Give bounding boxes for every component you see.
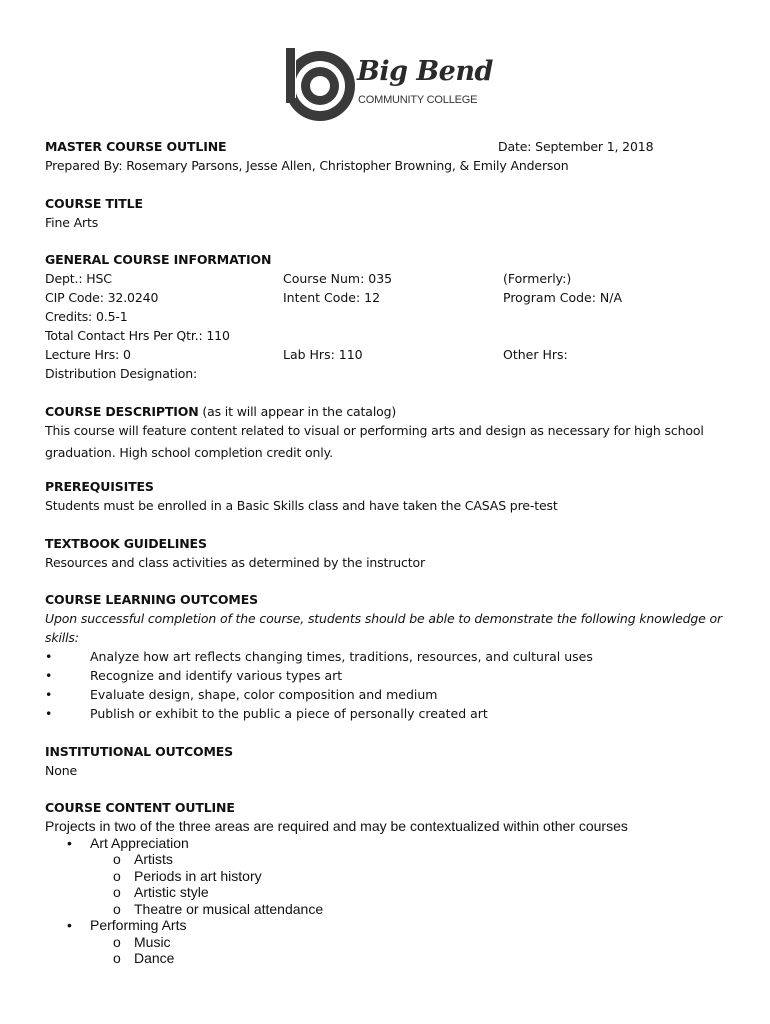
lab-hours-field: Lab Hrs: 110 [283, 347, 363, 362]
outline-item: Periods in art history [134, 868, 262, 884]
credits-field: Credits: 0.5-1 [45, 309, 128, 324]
learning-outcomes-intro: skills: [45, 630, 79, 645]
college-logo [280, 44, 493, 124]
content-outline-intro: Projects in two of the three areas are required and may be contextualized within other courses [45, 818, 628, 834]
outcome-item: Publish or exhibit to the public a piece of personally created art [90, 706, 488, 721]
sub-bullet-icon: o [113, 950, 121, 966]
prerequisites-text: Students must be enrolled in a Basic Skills class and have taken the CASAS pre-test [45, 498, 558, 513]
textbook-text: Resources and class activities as determined by the instructor [45, 555, 426, 570]
bullet-icon: • [45, 649, 53, 664]
outline-section-label: Performing Arts [90, 917, 187, 933]
content-outline-heading: COURSE CONTENT OUTLINE [45, 800, 235, 815]
distribution-field: Distribution Designation: [45, 366, 198, 381]
outline-section-label: Art Appreciation [90, 835, 189, 851]
prerequisites-heading: PREREQUISITES [45, 479, 154, 494]
sub-bullet-icon: o [113, 884, 121, 900]
course-num-field: Course Num: 035 [283, 271, 393, 286]
document-date: Date: September 1, 2018 [498, 139, 654, 154]
cip-code-field: CIP Code: 32.0240 [45, 290, 159, 305]
intent-code-field: Intent Code: 12 [283, 290, 381, 305]
bullet-icon: • [45, 687, 53, 702]
outcome-item: Recognize and identify various types art [90, 668, 343, 683]
lecture-hours-field: Lecture Hrs: 0 [45, 347, 131, 362]
dept-field: Dept.: HSC [45, 271, 112, 286]
outcome-item: Evaluate design, shape, color composition and medium [90, 687, 438, 702]
bullet-icon: • [67, 917, 72, 933]
outline-item: Music [134, 934, 171, 950]
course-description-note: (as it will appear in the catalog) [198, 404, 397, 419]
sub-bullet-icon: o [113, 851, 121, 867]
institutional-outcomes-text: None [45, 763, 78, 778]
prepared-by: Prepared By: Rosemary Parsons, Jesse Allen, Christopher Browning, & Emily Anderson [45, 158, 569, 173]
document-title: MASTER COURSE OUTLINE [45, 139, 227, 154]
course-title-heading: COURSE TITLE [45, 196, 143, 211]
other-hours-field: Other Hrs: [503, 347, 568, 362]
bullet-icon: • [45, 668, 53, 683]
outcome-item: Analyze how art reflects changing times, traditions, resources, and cultural uses [90, 649, 593, 664]
logo-subtitle: COMMUNITY COLLEGE [358, 94, 478, 106]
sub-bullet-icon: o [113, 934, 121, 950]
learning-outcomes-intro: Upon successful completion of the course, students should be able to demonstrate the following knowledge or [45, 611, 723, 626]
outline-item: Dance [134, 950, 175, 966]
logo-wordmark: Big Bend [357, 56, 493, 87]
outline-item: Theatre or musical attendance [134, 901, 324, 917]
course-description-heading: COURSE DESCRIPTION [45, 404, 199, 419]
sub-bullet-icon: o [113, 901, 121, 917]
textbook-heading: TEXTBOOK GUIDELINES [45, 536, 207, 551]
total-hours-field: Total Contact Hrs Per Qtr.: 110 [45, 328, 230, 343]
institutional-outcomes-heading: INSTITUTIONAL OUTCOMES [45, 744, 234, 759]
course-description-line: graduation. High school completion credit only. [45, 445, 333, 460]
outline-item: Artists [134, 851, 173, 867]
program-code-field: Program Code: N/A [503, 290, 623, 305]
formerly-field: (Formerly:) [503, 271, 572, 286]
outline-item: Artistic style [134, 884, 209, 900]
course-description-line: This course will feature content related to visual or performing arts and design as necessary for high school [45, 423, 704, 438]
general-info-heading: GENERAL COURSE INFORMATION [45, 252, 272, 267]
learning-outcomes-heading: COURSE LEARNING OUTCOMES [45, 592, 258, 607]
bullet-icon: • [67, 835, 72, 851]
course-description-heading-line [45, 403, 396, 421]
bullet-icon: • [45, 706, 53, 721]
course-title-value: Fine Arts [45, 215, 99, 230]
sub-bullet-icon: o [113, 868, 121, 884]
